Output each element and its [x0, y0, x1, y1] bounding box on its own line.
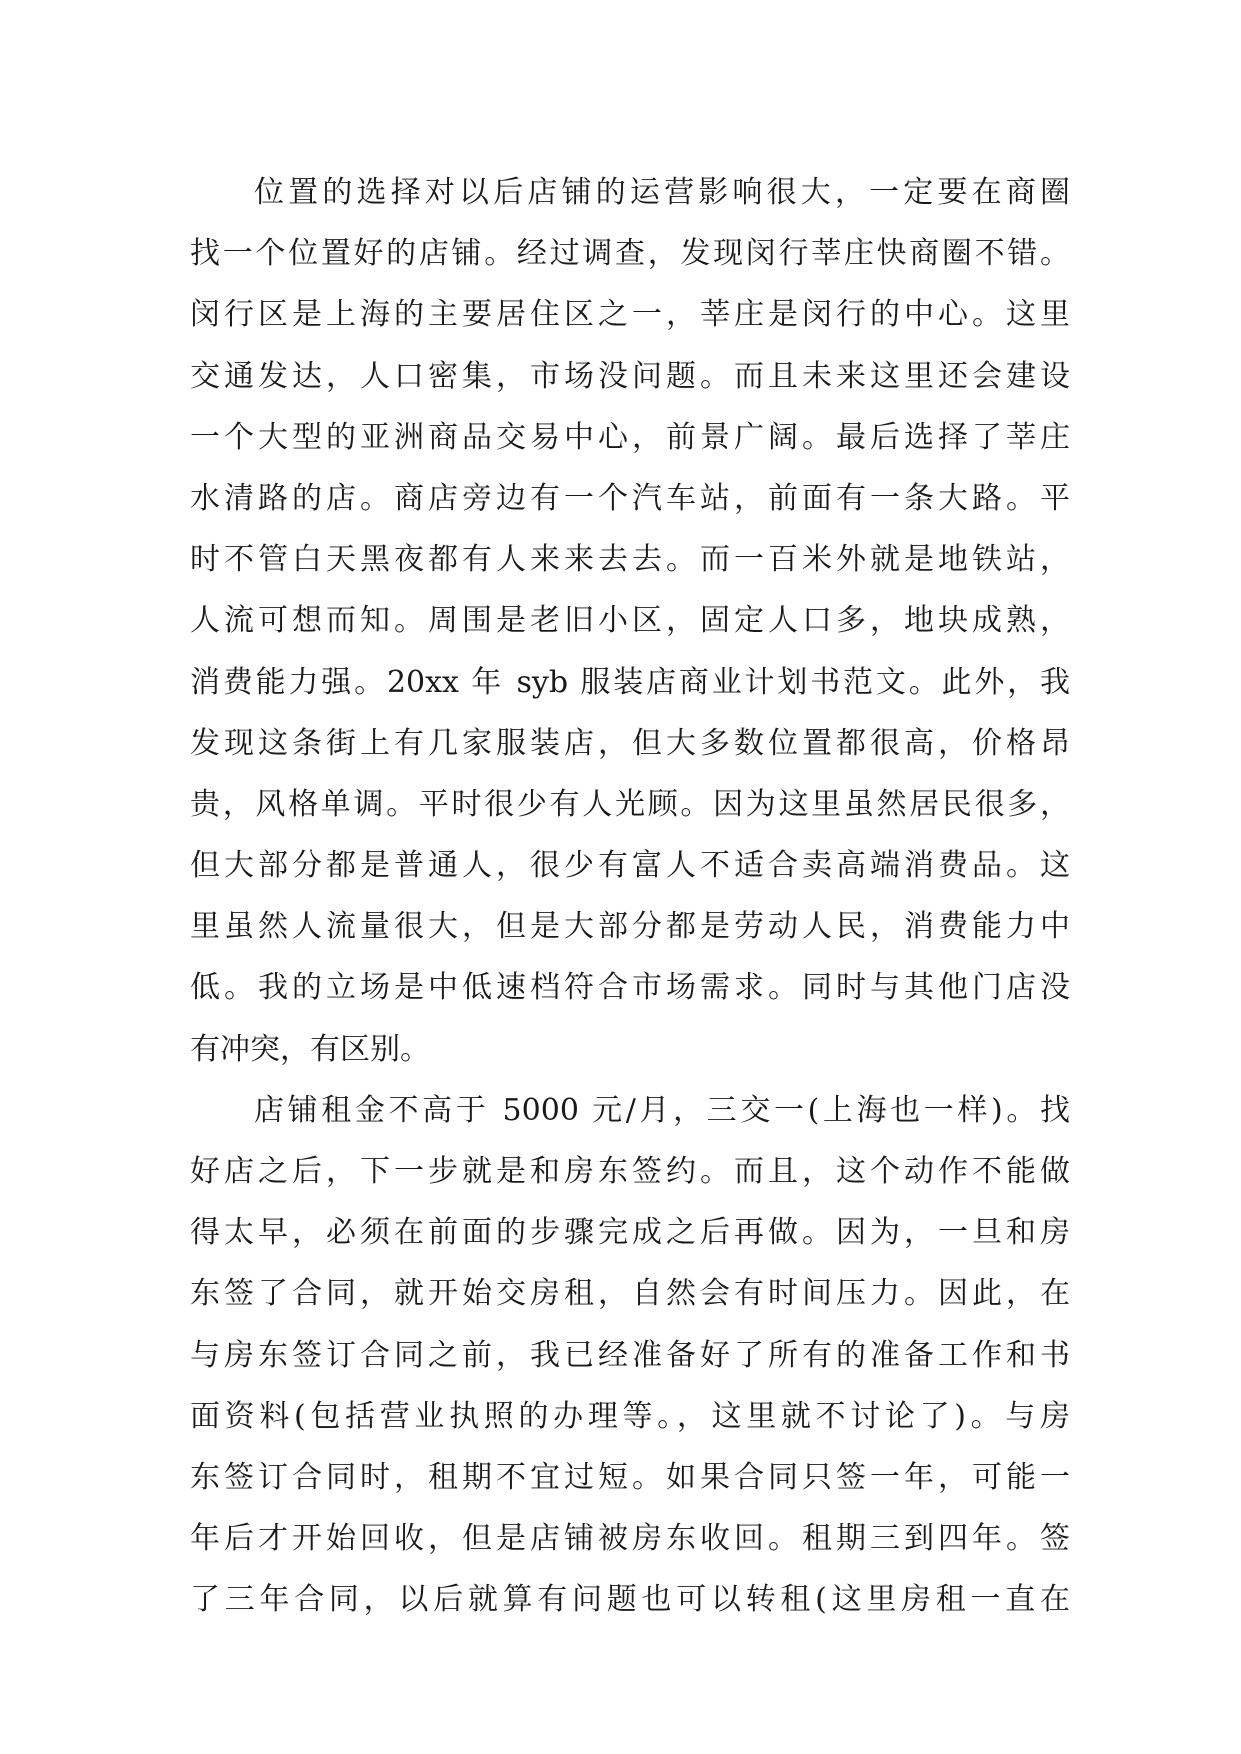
text-line: 人流可想而知。周围是老旧小区，固定人口多，地块成熟，: [190, 603, 1070, 639]
text-line: 年后才开始回收，但是店铺被房东收回。租期三到四年。签: [190, 1521, 1070, 1557]
text-line: 时不管白天黑夜都有人来来去去。而一百米外就是地铁站，: [190, 542, 1070, 578]
text-line: 消费能力强。20xx 年 syb 服装店商业计划书范文。此外，我: [190, 664, 1070, 700]
text-line: 一个大型的亚洲商品交易中心，前景广阔。最后选择了莘庄: [190, 419, 1070, 455]
text-line: 店铺租金不高于 5000 元/月，三交一(上海也一样)。找: [254, 1092, 1070, 1128]
text-line: 得太早，必须在前面的步骤完成之后再做。因为，一旦和房: [190, 1215, 1070, 1251]
text-line: 与房东签订合同之前，我已经准备好了所有的准备工作和书: [190, 1337, 1070, 1373]
text-line: 里虽然人流量很大，但是大部分都是劳动人民，消费能力中: [190, 909, 1070, 945]
body-text: [190, 162, 1070, 1631]
text-line: 找一个位置好的店铺。经过调查，发现闵行莘庄快商圈不错。: [190, 236, 1070, 272]
text-line: 交通发达，人口密集，市场没问题。而且未来这里还会建设: [190, 358, 1070, 394]
text-line: 水清路的店。商店旁边有一个汽车站，前面有一条大路。平: [190, 480, 1070, 516]
text-line: 低。我的立场是中低速档符合市场需求。同时与其他门店没: [190, 970, 1070, 1006]
text-line: 东签订合同时，租期不宜过短。如果合同只签一年，可能一: [190, 1459, 1070, 1495]
text-line: 了三年合同，以后就算有问题也可以转租(这里房租一直在: [190, 1582, 1070, 1618]
text-line: 但大部分都是普通人，很少有富人不适合卖高端消费品。这: [190, 848, 1070, 884]
text-line: 好店之后，下一步就是和房东签约。而且，这个动作不能做: [190, 1154, 1070, 1189]
text-line: 闵行区是上海的主要居住区之一，莘庄是闵行的中心。这里: [190, 297, 1070, 333]
paragraph-rent: [190, 1080, 1070, 1631]
text-line: 位置的选择对以后店铺的运营影响很大，一定要在商圈: [254, 175, 1070, 210]
text-line: 有冲突，有区别。: [190, 1031, 430, 1067]
text-line: 贵，风格单调。平时很少有人光顾。因为这里虽然居民很多，: [190, 786, 1070, 822]
text-line: 东签了合同，就开始交房租，自然会有时间压力。因此，在: [190, 1276, 1070, 1312]
paragraph-location: [190, 162, 1070, 1080]
text-line: 面资料(包括营业执照的办理等。，这里就不讨论了)。与房: [190, 1398, 1070, 1434]
text-line: 发现这条街上有几家服装店，但大多数位置都很高，价格昂: [190, 725, 1070, 761]
